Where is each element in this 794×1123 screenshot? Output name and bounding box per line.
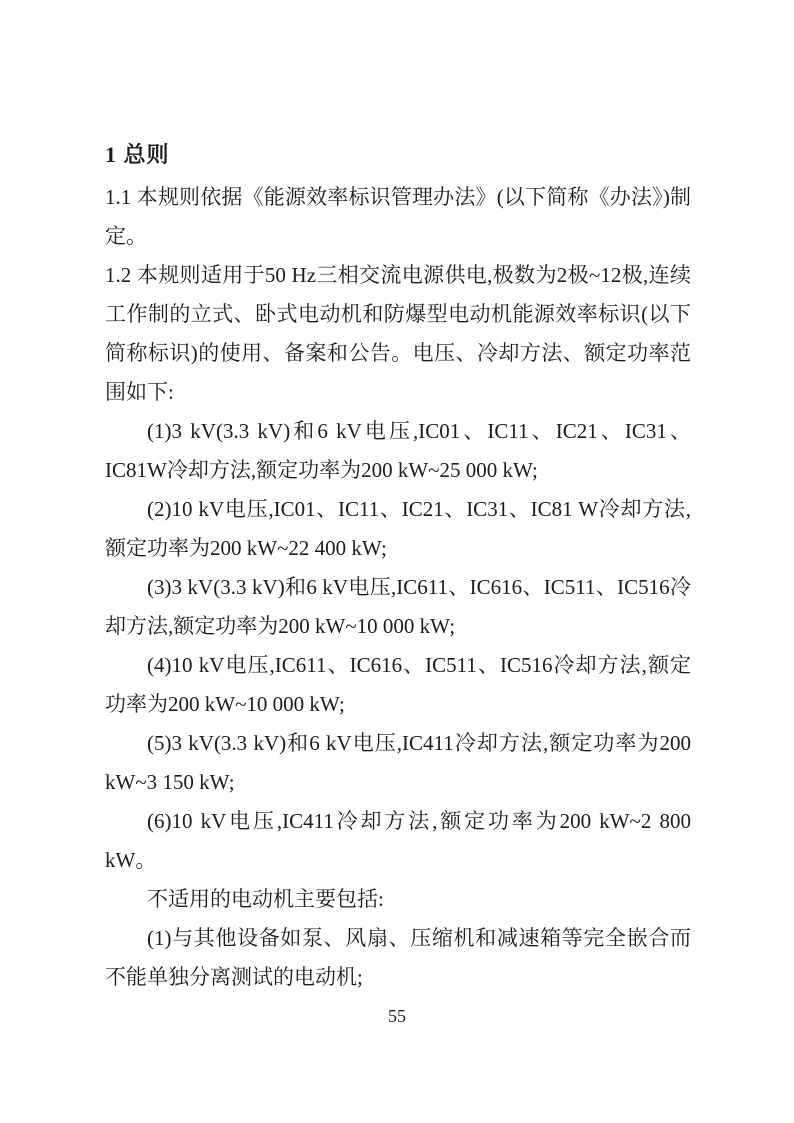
scope-list-item-6: (6)10 kV电压,IC411冷却方法,额定功率为200 kW~2 800 kW。 xyxy=(105,809,691,872)
scope-list-item-4: (4)10 kV电压,IC611、IC616、IC511、IC516冷却方法,额定功率为200 kW~10 000 kW; xyxy=(105,653,691,716)
scope-list-item-2: (2)10 kV电压,IC01、IC11、IC21、IC31、IC81 W冷却方法,额定功率为200 kW~22 400 kW; xyxy=(105,497,691,560)
section-heading: 1 总则 xyxy=(105,142,170,167)
exclusions-intro: 不适用的电动机主要包括: xyxy=(147,887,384,911)
document-body xyxy=(105,140,691,997)
page-number: 55 xyxy=(388,1006,406,1026)
scope-list-item-1: (1)3 kV(3.3 kV)和6 kV电压,IC01、IC11、IC21、IC31、IC81W冷却方法,额定功率为200 kW~25 000 kW; xyxy=(105,419,691,482)
exclusion-list-item-1: (1)与其他设备如泵、风扇、压缩机和减速箱等完全嵌合而不能单独分离测试的电动机; xyxy=(105,926,691,989)
paragraph-clause-1-1: 1.1 本规则依据《能源效率标识管理办法》(以下简称《办法》)制定。 xyxy=(105,185,691,248)
scope-list-item-5: (5)3 kV(3.3 kV)和6 kV电压,IC411冷却方法,额定功率为200 kW~3 150 kW; xyxy=(105,731,691,794)
paragraph-clause-1-2: 1.2 本规则适用于50 Hz三相交流电源供电,极数为2极~12极,连续工作制的立式、卧式电动机和防爆型电动机能源效率标识(以下简称标识)的使用、备案和公告。电压、冷却方法、额定功率范围如下: xyxy=(105,263,691,404)
scope-list-item-3: (3)3 kV(3.3 kV)和6 kV电压,IC611、IC616、IC511、IC516冷却方法,额定功率为200 kW~10 000 kW; xyxy=(105,575,691,638)
